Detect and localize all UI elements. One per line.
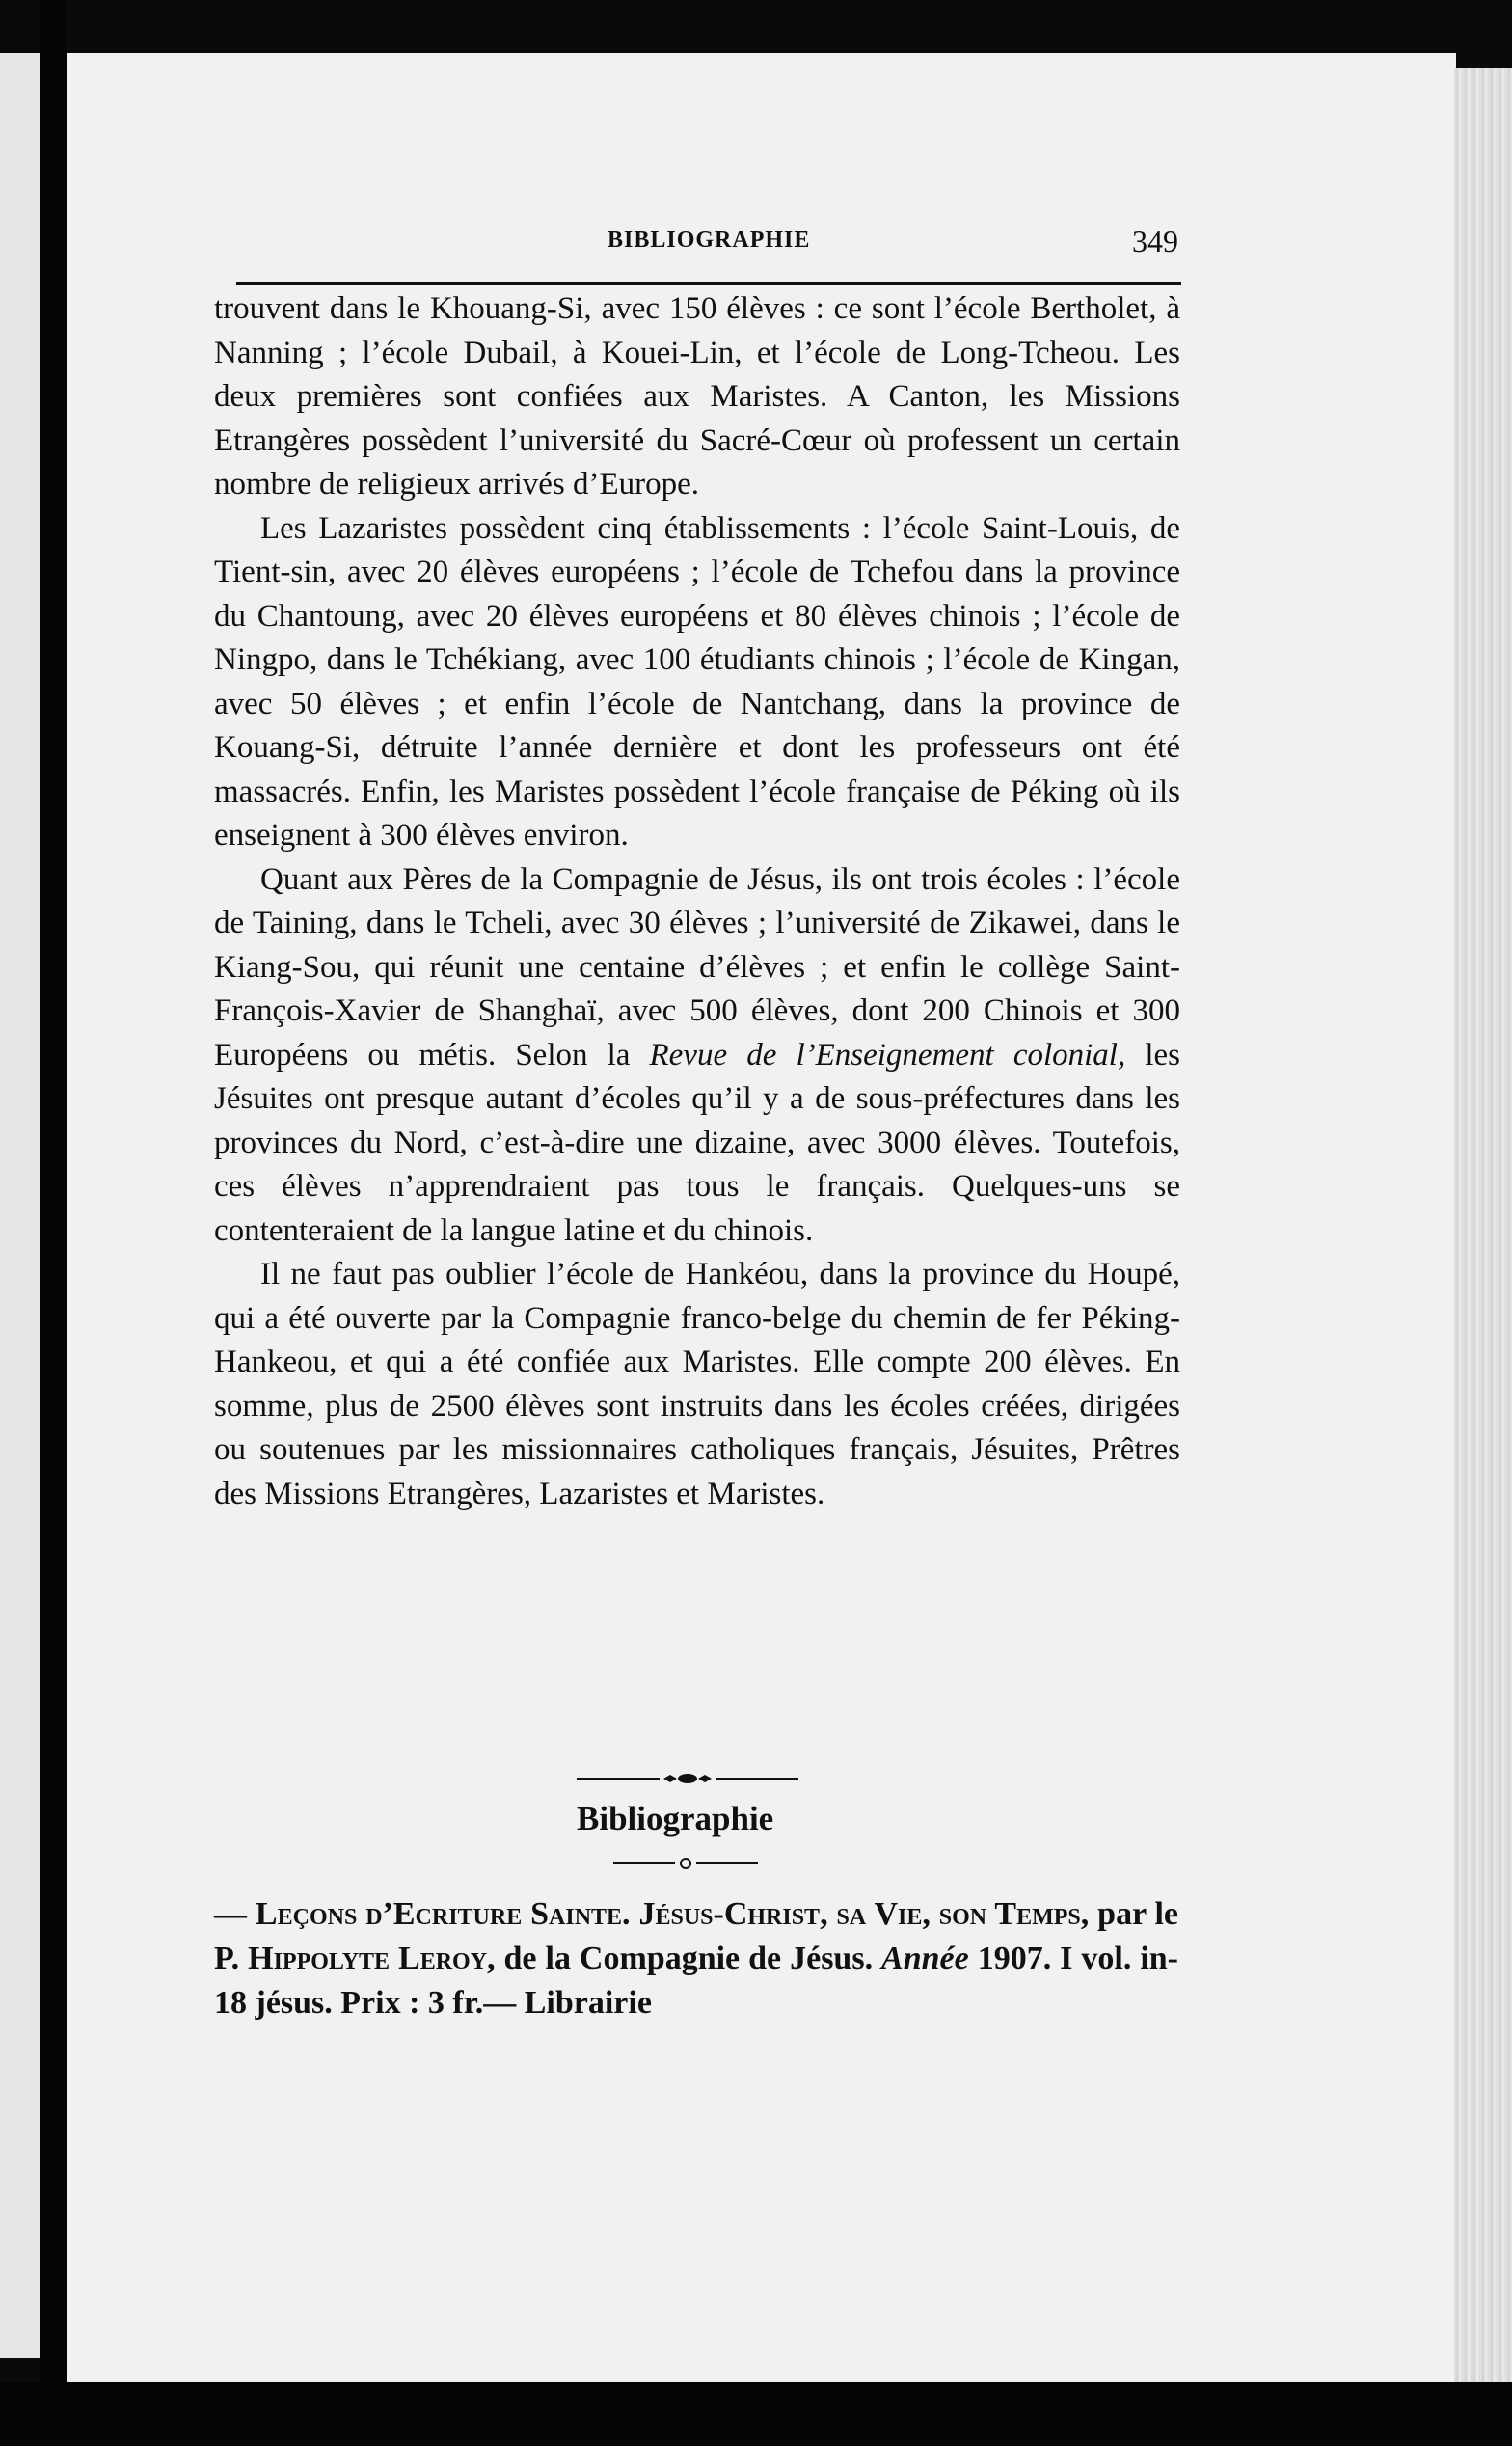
journal-title: Revue de l’Enseignement colonial, (649, 1037, 1126, 1073)
bibliography-entry (214, 1892, 1178, 2025)
running-title: BIBLIOGRAPHIE (608, 228, 811, 253)
paragraph-3 (214, 858, 1180, 1254)
page-number: 349 (1132, 224, 1178, 258)
entry-by: par le P. (214, 1896, 1178, 1976)
paragraph-3-text-b: les Jésuites ont presque autant d’écoles qu’il y a de sous-préfectures dans les provinces du Nord, c’est-à-dire une dizaine, avec 3000 élèves. Toutefois, ces élèves n’apprendraient pas tous le français. Quelques-uns se contenteraient de la langue latine et du chinois. (214, 1037, 1180, 1248)
paragraph-2: Les Lazaristes possèdent cinq établissements : l’école Saint-Louis, de Tient-sin, avec 20 élèves européens ; l’école de Tchefou dans la province du Chantoung, avec 20 élèves européens et 80 élèves chinois ; l’école de Ningpo, dans le Tchékiang, avec 100 étudiants chinois ; l’école de Kingan, avec 50 élèves ; et enfin l’école de Nantchang, dans la province de Kouang-Si, détruite l’année dernière et dont les professeurs ont été massacrés. Enfin, les Maristes possèdent l’école française de Péking où ils enseignent à 300 élèves environ. (214, 510, 1180, 853)
header-rule (236, 282, 1181, 285)
section-title: Bibliographie (577, 1800, 774, 1837)
main-text (214, 287, 1180, 1516)
entry-title: Leçons d’Ecriture Sainte. Jésus-Christ, sa Vie, son Temps, (255, 1896, 1090, 1932)
scan-left-margin (0, 53, 40, 2358)
paragraph-3-text-a: Quant aux Pères de la Compagnie de Jésus, ils ont trois écoles : l’école de Taining, dans le Tcheli, avec 30 élèves ; l’université de Zikawei, dans le Kiang-Sou, qui réunit une centaine d’élèves ; et enfin le collège Saint-François-Xavier de Shanghaï, avec 500 élèves, dont 200 Chinois et 300 Européens ou métis. Selon la (214, 861, 1180, 1073)
section-ornament (577, 1767, 798, 1790)
entry-details: 1907. I vol. in-18 jésus. Prix : 3 fr.— Librairie (214, 1941, 1178, 2021)
paragraph-4: Il ne faut pas oublier l’école de Hankéou, dans la province du Houpé, qui a été ouverte par la Compagnie franco-belge du chemin de fer Péking-Hankeou, et qui a été confiée aux Maristes. Elle compte 200 élèves. En somme, plus de 2500 élèves sont instruits dans les écoles créées, dirigées ou soutenues par les missionnaires catholiques français, Jésuites, Prêtres des Missions Etrangères, Lazaristes et Maristes. (214, 1257, 1180, 1511)
entry-publisher: de la Compagnie de Jésus. (495, 1941, 882, 1976)
scan-gutter (40, 0, 68, 2446)
entry-dash: — (214, 1896, 256, 1932)
page-edges (1454, 68, 1512, 2382)
entry-author: Hippolyte Leroy, (248, 1941, 496, 1976)
title-ornament (613, 1854, 758, 1873)
paragraph-1: trouvent dans le Khouang-Si, avec 150 élèves : ce sont l’école Bertholet, à Nanning ; l’école Dubail, à Kouei-Lin, et l’école de Long-Tcheou. Les deux premières sont confiées aux Maristes. A Canton, les Missions Etrangères possèdent l’université du Sacré-Cœur où professent un certain nombre de religieux arrivés d’Europe. (214, 291, 1180, 502)
scan-bottom-border (0, 2382, 1512, 2446)
entry-year-label: Année (881, 1941, 969, 1976)
